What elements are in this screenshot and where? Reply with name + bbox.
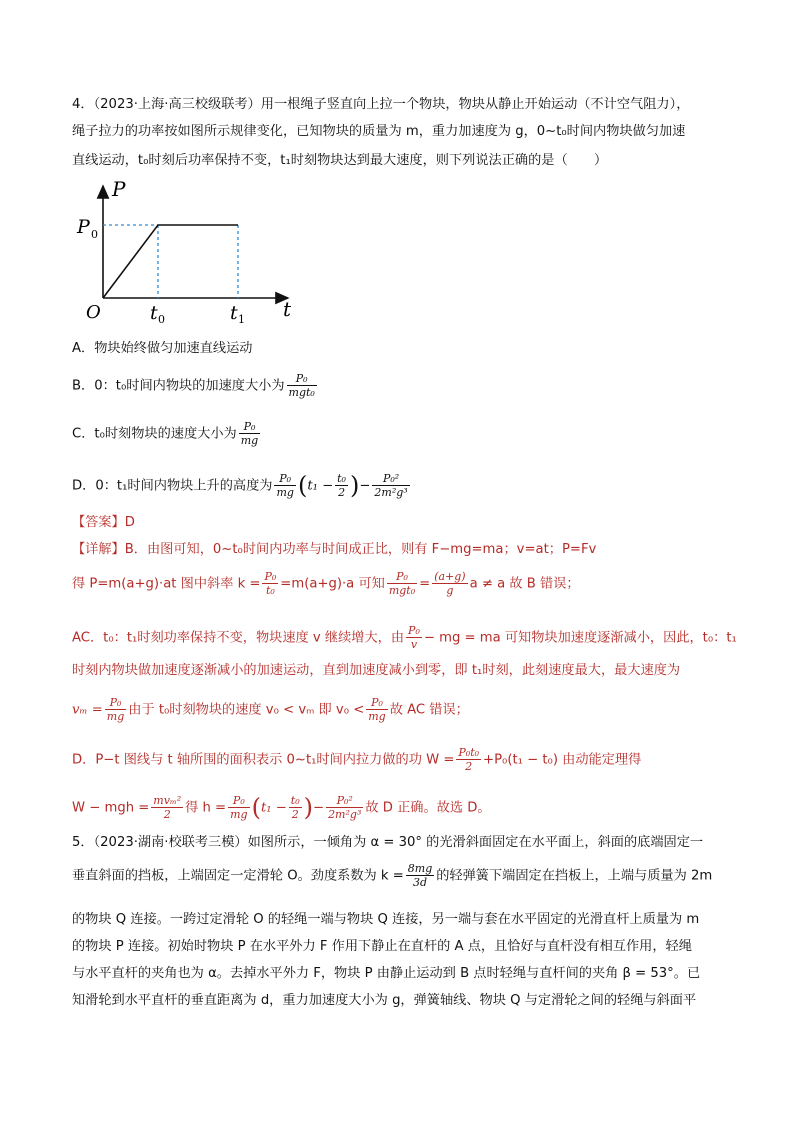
graph-x-label: t [283, 297, 292, 321]
option-b-fraction: $\frac{\text{P₀}}{\text{mgt₀}}$ [288, 372, 315, 399]
q5-line3: 的物块 Q 连接。一跨过定滑轮 O 的轻绳一端与物块 Q 连接，另一端与套在水平固定的光滑直杆上质量为 m [72, 912, 700, 927]
option-c: C．t₀时刻物块的速度大小为 $\frac{\text{P₀}}{mg}$ [72, 420, 259, 447]
q5-line5: 与水平直杆的夹角也为 α。去掉水平外力 F，物块 P 由静止运动到 B 点时轻绳与直杆间的夹角 β = 53°。已 [72, 966, 701, 981]
solution-ac-line1: AC．t₀：t₁时刻功率保持不变，物块速度 v 继续增大，由 $\frac{\text{P₀}}{v}$ − mg = ma 可知物块加速度逐渐减小，因此，t₀：t₁ [72, 624, 737, 651]
graph-t0-sub: 0 [158, 313, 165, 326]
graph-origin-label: O [86, 302, 101, 323]
q4-stem-line2: 绳子拉力的功率按如图所示规律变化，已知物块的质量为 m，重力加速度为 g，0~t₀时间内物块做匀加速 [72, 124, 686, 139]
solution-d-line2: W − mgh = $\frac{\text{mvₘ²}}{2}$ 得 h = $\frac{\text{P₀}}{mg}$ (t₁ − $\frac{\text{t₀}}{2}$ )− $\frac{\text{P₀²}}{\text{2m²g³}}$ 故 D 正确。故选 D。 [72, 793, 491, 822]
graph-t0-label: t [150, 302, 158, 324]
graph-p0-sub: 0 [91, 228, 98, 241]
graph-power-curve [103, 225, 238, 298]
answer-label: 【答案】D [72, 515, 135, 530]
option-a: A．物块始终做匀加速直线运动 [72, 341, 253, 356]
graph-t1-sub: 1 [238, 313, 245, 326]
detail-label: 【详解】 [72, 542, 125, 557]
q5-line2: 垂直斜面的挡板，上端固定一定滑轮 O。劲度系数为 k = $\frac{8mg}{3d}$ 的轻弹簧下端固定在挡板上，上端与质量为 2m [72, 862, 713, 889]
solution-b-line2: 得 P=m(a+g)·at 图中斜率 k = $\frac{\text{P₀}}{\text{t₀}}$ =m(a+g)·a 可知 $\frac{\text{P₀}}{\text{mgt₀}}$ = $\frac{(a+g)}{g}$ a ≠ a 故 B 错误； [72, 570, 580, 597]
solution-ac-line3: vₘ = $\frac{\text{P₀}}{mg}$ 由于 t₀时刻物块的速度 v₀ < vₘ 即 v₀ < $\frac{\text{P₀}}{mg}$ 故 AC 错误； [72, 696, 469, 723]
graph-y-label: P [112, 178, 126, 201]
graph-p0-label: P [77, 216, 90, 238]
q5-line4: 的物块 P 连接。初始时物块 P 在水平外力 F 作用下静止在直杆的 A 点，且恰好与直杆没有相互作用，轻绳 [72, 939, 692, 954]
solution-ac-line2: 时刻内物块做加速度逐渐减小的加速运动，直到加速度减小到零，即 t₁时刻，此刻速度最大，最大速度为 [72, 663, 681, 678]
solution-b-line1: 【详解】B．由图可知，0~t₀时间内功率与时间成正比，则有 F−mg=ma；v=at；P=Fv [72, 542, 597, 557]
power-time-graph [72, 178, 302, 328]
q5-line1: 5．（2023·湖南·校联考三模）如图所示，一倾角为 α = 30° 的光滑斜面固定在水平面上，斜面的底端固定一 [72, 835, 704, 850]
option-c-fraction: $\frac{\text{P₀}}{mg}$ [240, 420, 259, 447]
q4-stem-line1: 4．（2023·上海·高三校级联考）用一根绳子竖直向上拉一个物块，物块从静止开始运动（不计空气阻力）， [72, 97, 690, 112]
solution-d-line1: D．P−t 图线与 t 轴所围的面积表示 0~t₁时间内拉力做的功 W = $\frac{\text{P₀t₀}}{2}$ +P₀(t₁ − t₀) 由动能定理得 [72, 746, 642, 773]
graph-t1-label: t [230, 302, 238, 324]
q4-stem-line3: 直线运动，t₀时刻后功率保持不变，t₁时刻物块达到最大速度，则下列说法正确的是（ ） [72, 153, 608, 168]
q5-line6: 知滑轮到水平直杆的垂直距离为 d，重力加速度大小为 g，弹簧轴线、物块 Q 与定滑轮之间的轻绳与斜面平 [72, 993, 697, 1008]
option-d: D．0：t₁时间内物块上升的高度为 $\frac{\text{P₀}}{mg}$ (t₁ − $\frac{\text{t₀}}{2}$ )− $\frac{\text{P₀²}}{\text{2m²g³}}$ [72, 471, 408, 500]
option-b: B．0：t₀时间内物块的加速度大小为 $\frac{\text{P₀}}{\text{mgt₀}}$ [72, 372, 315, 399]
